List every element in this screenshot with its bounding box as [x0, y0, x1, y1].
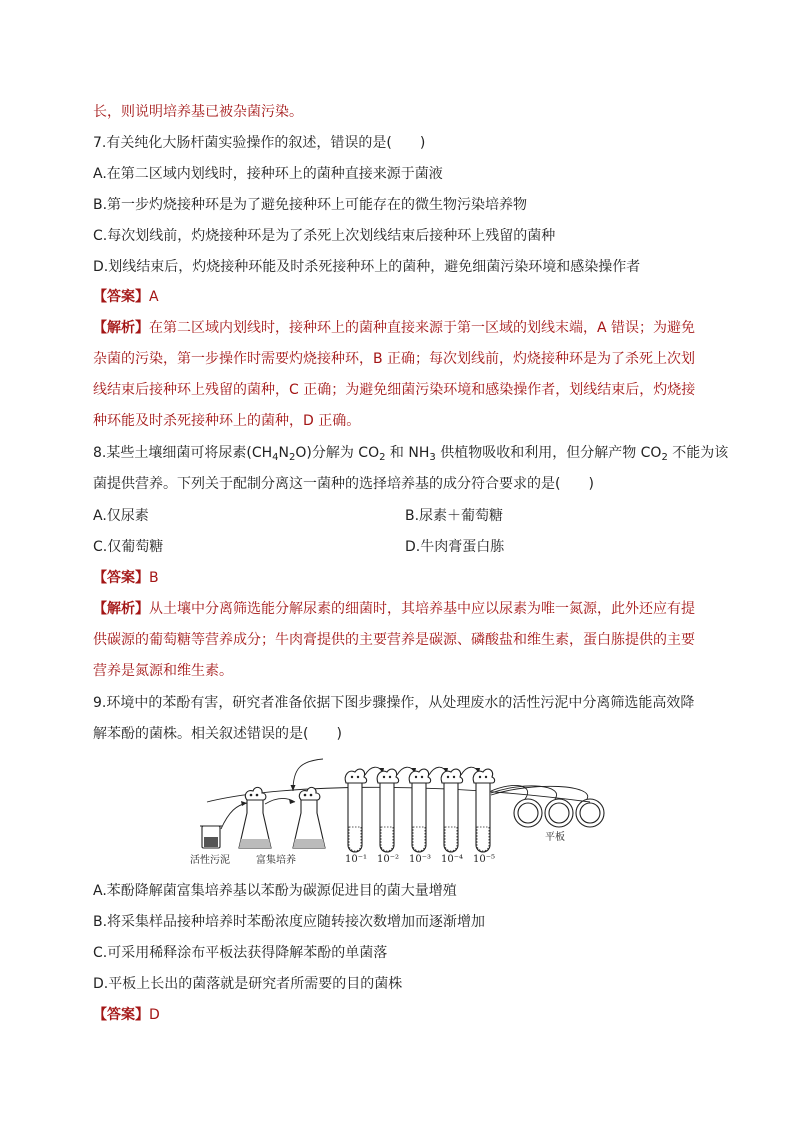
q8-explanation-2: 供碳源的葡萄糖等营养成分；牛肉膏提供的主要营养是碳源、磷酸盐和维生素，蛋白胨提供的主要 [93, 632, 695, 648]
label-sludge: 活性污泥 [190, 855, 230, 866]
q8-option-c: C.仅葡萄糖 [93, 539, 164, 555]
q8-stem-2: 菌提供营养。下列关于配制分离这一菌种的选择培养基的成分符合要求的是( ) [93, 476, 594, 492]
petri-dish-icon [514, 799, 542, 827]
test-tube-icon [377, 769, 398, 852]
q7-option-c: C.每次划线前，灼烧接种环是为了杀死上次划线结束后接种环上残留的菌种 [93, 228, 556, 244]
answer-tag: 【答案】 [93, 570, 149, 586]
subscript: 4 [272, 452, 279, 463]
stem-text: 供植物吸收和利用，但分解产物 CO [435, 445, 662, 461]
prev-answer-tail: 长，则说明培养基已被杂菌污染。 [93, 104, 303, 120]
test-tube-icon [345, 769, 366, 852]
dilution-label: 10⁻⁴ [441, 854, 464, 865]
q8-explanation-1 [93, 599, 695, 619]
stem-text: 不能为该 [667, 445, 729, 461]
arrow-to-tubes [293, 759, 323, 791]
explanation-tag: 【解析】 [93, 601, 149, 617]
test-tube-icon [409, 769, 430, 852]
answer-value: D [149, 1007, 160, 1023]
stem-text: 和 NH [385, 445, 430, 461]
dilution-label: 10⁻² [377, 854, 400, 865]
q7-explanation-4: 种环能及时杀死接种环上的菌种，D 正确。 [93, 413, 361, 429]
subscript: 2 [661, 452, 668, 463]
q7-explanation-1 [93, 318, 695, 338]
stem-text: N [278, 445, 289, 461]
experiment-figure [190, 755, 615, 870]
q8-explanation-3: 营养是氮源和维生素。 [93, 663, 233, 679]
q9-answer [93, 1005, 160, 1025]
flask-icon [239, 787, 271, 848]
q8-answer [93, 568, 159, 588]
answer-value: B [149, 570, 159, 586]
explanation-text: 从土壤中分离筛选能分解尿素的细菌时，其培养基中应以尿素为唯一氮源，此外还应有提 [149, 601, 695, 617]
q9-option-c: C.可采用稀释涂布平板法获得降解苯酚的单菌落 [93, 945, 388, 961]
dilution-tubes [345, 767, 494, 852]
dilution-label: 10⁻⁵ [473, 854, 496, 865]
subscript: 2 [379, 452, 386, 463]
label-plate: 平板 [545, 832, 565, 843]
q8-option-a: A.仅尿素 [93, 508, 149, 524]
q9-option-b: B.将采集样品接种培养时苯酚浓度应随转接次数增加而逐渐增加 [93, 914, 486, 930]
label-enrichment: 富集培养 [256, 855, 296, 866]
answer-tag: 【答案】 [93, 289, 149, 305]
sludge-beaker-icon [200, 826, 222, 848]
explanation-text: 在第二区域内划线时，接种环上的菌种直接来源于第一区域的划线末端，A 错误；为避免 [149, 320, 696, 336]
q9-option-d: D.平板上长出的菌落就是研究者所需要的目的菌株 [93, 976, 403, 992]
q9-stem-1: 9.环境中的苯酚有害，研究者准备依据下图步骤操作，从处理废水的活性污泥中分离筛选能高效降 [93, 695, 695, 711]
subscript: 3 [429, 452, 436, 463]
answer-value: A [149, 289, 159, 305]
dilution-label: 10⁻³ [409, 854, 432, 865]
q9-option-a: A.苯酚降解菌富集培养基以苯酚为碳源促进目的菌大量增殖 [93, 883, 457, 899]
q7-explanation-2: 杂菌的污染，第一步操作时需要灼烧接种环，B 正确；每次划线前，灼烧接种环是为了杀死上次划 [93, 351, 696, 367]
q7-explanation-3: 线结束后接种环上残留的菌种，C 正确；为避免细菌污染环境和感染操作者，划线结束后，灼烧接 [93, 382, 696, 398]
answer-tag: 【答案】 [93, 1007, 149, 1023]
stem-text: 8.某些土壤细菌可将尿素(CH [93, 445, 273, 461]
q7-answer [93, 287, 159, 307]
petri-dish-icon [545, 799, 573, 827]
q7-option-b: B.第一步灼烧接种环是为了避免接种环上可能存在的微生物污染培养物 [93, 197, 528, 213]
stem-text: O)分解为 CO [295, 445, 380, 461]
test-tube-icon [441, 769, 462, 852]
q7-option-a: A.在第二区域内划线时，接种环上的菌种直接来源于菌液 [93, 166, 443, 182]
dilution-label: 10⁻¹ [345, 854, 368, 865]
q9-stem-2: 解苯酚的菌株。相关叙述错误的是( ) [93, 726, 342, 742]
flask-icon [293, 787, 325, 848]
explanation-tag: 【解析】 [93, 320, 149, 336]
q8-option-d: D.牛肉膏蛋白胨 [405, 539, 505, 555]
subscript: 2 [288, 452, 296, 463]
q7-option-d: D.划线结束后，灼烧接种环能及时杀死接种环上的菌种，避免细菌污染环境和感染操作者 [93, 259, 641, 275]
q8-stem-1 [93, 443, 728, 463]
test-tube-icon [473, 769, 494, 852]
petri-dish-icon [576, 799, 604, 827]
q8-option-b: B.尿素＋葡萄糖 [405, 508, 504, 524]
q7-stem: 7.有关纯化大肠杆菌实验操作的叙述，错误的是( ) [93, 135, 426, 151]
